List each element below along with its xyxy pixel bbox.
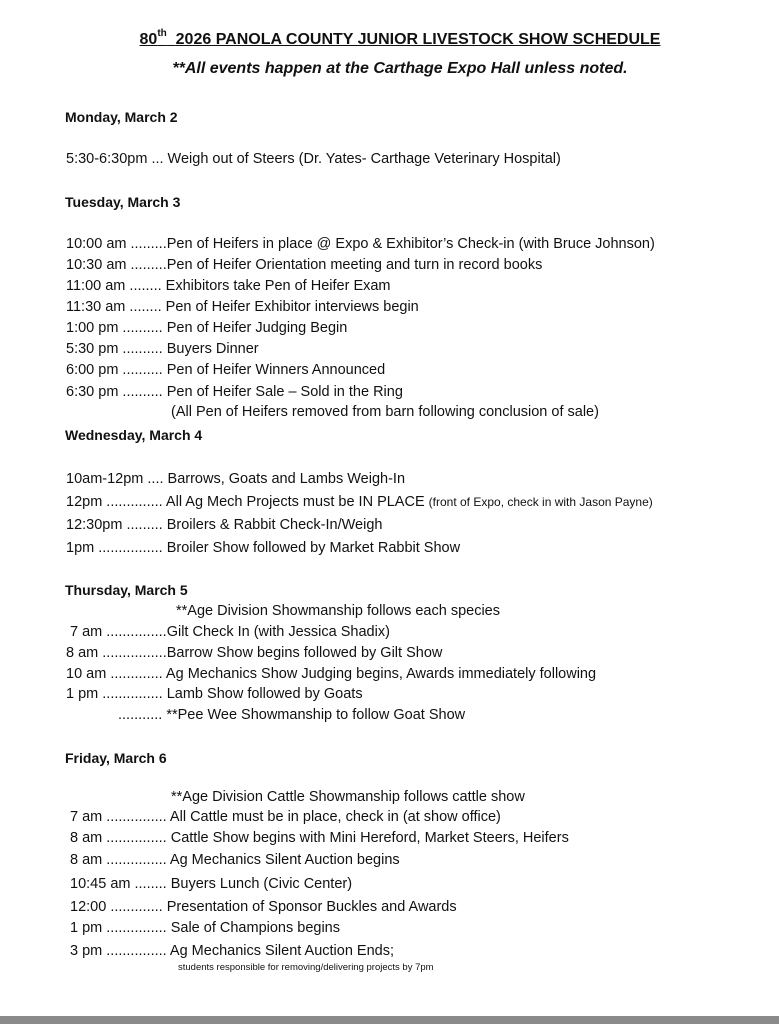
title-text: 2026 PANOLA COUNTY JUNIOR LIVESTOCK SHOW SCHEDULE (175, 31, 661, 48)
day-heading-thursday: Thursday, March 5 (65, 582, 188, 598)
day-heading-wednesday: Wednesday, March 4 (65, 427, 203, 443)
schedule-line: 10 am ............. Ag Mechanics Show Judging begins, Awards immediately following (66, 666, 597, 682)
page-title (0, 28, 779, 49)
schedule-line: 12:00 ............. Presentation of Sponsor Buckles and Awards (70, 899, 457, 915)
schedule-line: 11:30 am ........ Pen of Heifer Exhibitor interviews begin (66, 299, 419, 315)
schedule-line: 8 am ............... Cattle Show begins with Mini Hereford, Market Steers, Heifers (70, 830, 569, 846)
schedule-note: **Age Division Showmanship follows each species (176, 603, 500, 619)
schedule-footnote: students responsible for removing/delivering projects by 7pm (178, 962, 434, 973)
schedule-line: ........... **Pee Wee Showmanship to follow Goat Show (118, 707, 466, 723)
day-heading-monday: Monday, March 2 (65, 109, 178, 125)
schedule-line: 1:00 pm .......... Pen of Heifer Judging Begin (66, 320, 348, 336)
schedule-line: 10am-12pm .... Barrows, Goats and Lambs Weigh-In (66, 471, 406, 487)
schedule-line: 7 am ............... All Cattle must be in place, check in (at show office) (70, 809, 501, 825)
day-heading-tuesday: Tuesday, March 3 (65, 194, 181, 210)
schedule-line: 1pm ................ Broiler Show followed by Market Rabbit Show (66, 540, 461, 556)
schedule-line: 12:30pm ......... Broilers & Rabbit Check-In/Weigh (66, 517, 383, 533)
schedule-line: 10:30 am .........Pen of Heifer Orientation meeting and turn in record books (66, 257, 543, 273)
schedule-line: 1 pm ............... Sale of Champions begins (70, 920, 340, 936)
schedule-line: 11:00 am ........ Exhibitors take Pen of Heifer Exam (66, 278, 391, 294)
schedule-note: **Age Division Cattle Showmanship follows cattle show (171, 789, 525, 805)
schedule-line: 6:30 pm .......... Pen of Heifer Sale – Sold in the Ring (66, 384, 403, 400)
bottom-divider (0, 1016, 779, 1024)
schedule-line: 10:45 am ........ Buyers Lunch (Civic Center) (70, 876, 353, 892)
schedule-line: 1 pm ............... Lamb Show followed by Goats (66, 686, 363, 702)
schedule-line (66, 494, 653, 510)
schedule-line: 10:00 am .........Pen of Heifers in place @ Expo & Exhibitor’s Check-in (with Bruce Johnson) (66, 236, 655, 252)
schedule-line: 7 am ...............Gilt Check In (with Jessica Shadix) (70, 624, 390, 640)
schedule-note: (All Pen of Heifers removed from barn following conclusion of sale) (171, 404, 599, 420)
edition-suffix: th (157, 28, 167, 39)
schedule-line-main: 12pm .............. All Ag Mech Projects must be IN PLACE (66, 494, 425, 510)
edition-number: 80 (139, 31, 158, 48)
schedule-line-note: (front of Expo, check in with Jason Payne) (428, 495, 653, 509)
schedule-line: 5:30 pm .......... Buyers Dinner (66, 341, 259, 357)
schedule-line: 6:00 pm .......... Pen of Heifer Winners Announced (66, 362, 386, 378)
schedule-line: 8 am ............... Ag Mechanics Silent Auction begins (70, 852, 400, 868)
schedule-line: 3 pm ............... Ag Mechanics Silent Auction Ends; (70, 943, 394, 959)
schedule-line: 5:30-6:30pm ... Weigh out of Steers (Dr. Yates- Carthage Veterinary Hospital) (66, 151, 561, 167)
schedule-line: 8 am ................Barrow Show begins followed by Gilt Show (66, 645, 443, 661)
page-subtitle: **All events happen at the Carthage Expo Hall unless noted. (172, 60, 628, 77)
day-heading-friday: Friday, March 6 (65, 750, 167, 766)
